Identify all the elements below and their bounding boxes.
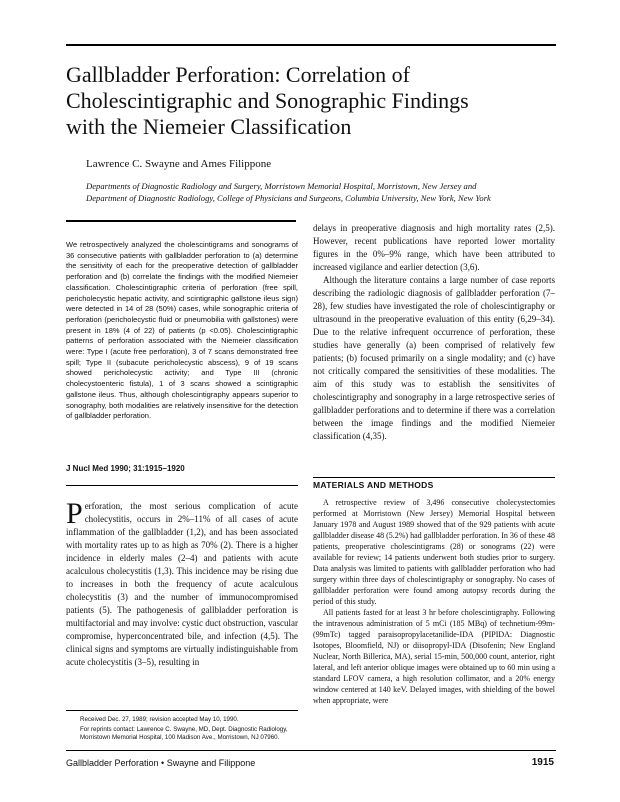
footnote	[80, 716, 298, 744]
page-number: 1915	[531, 757, 554, 768]
title-line-3: with the Niemeier Classification	[66, 114, 352, 139]
journal-citation: J Nucl Med 1990; 31:1915–1920	[66, 464, 185, 473]
title-line-2: Cholescintigraphic and Sonographic Findings	[66, 88, 469, 113]
methods-heading: MATERIALS AND METHODS	[313, 480, 434, 490]
methods-rule	[313, 477, 555, 478]
right-column-intro	[313, 222, 555, 443]
literature-paragraph: Although the literature contains a large number of case reports describing the radiologic diagnosis of gallbladder perforation (7–28), few studies have investigated the role of cholescintigraphy or ultrasound in the preoperative evaluation of this entity (6,29–34). Due to the relative infrequent occurrence of perforation, these studies have generally (a) been comprised of relatively few patients; (b) focused primarily on a single modality; and (c) have not critically compared the sensitivities of these modalities. The aim of this study was to establish the sensitivites of cholescintigraphy and sonography in a large retrospective series of gallbladder perforations and to determine if there was a correlation between the image findings and the modified Niemeier classification (4,35).	[313, 275, 555, 441]
reprints-note: For reprints contact: Lawrence C. Swayne, MD, Dept. Diagnostic Radiology, Morristown Memorial Hospital, 100 Madison Ave., Morristown, NJ 07960.	[80, 726, 288, 741]
abstract-bottom-rule	[66, 485, 298, 486]
affiliations	[86, 180, 566, 204]
intro-continued-paragraph: delays in preoperative diagnosis and high mortality rates (2,5). However, recent publications have reported lower mortality figures in the 0%–9% range, which have been attributed to increased vigilance and earlier detection (3,6).	[313, 223, 555, 272]
abstract-top-rule	[66, 220, 296, 222]
methods-paragraph-1: A retrospective review of 3,496 consecutive cholecystectomies performed at Morristown (New Jersey) Memorial Hospital between January 1978 and August 1989 showed that of the 929 patients with acute gallbladder disease 48 (5.2%) had gallbladder perforation. In 36 of these 48 patients, preoperative cholescintigrams (28) or sonograms (22) were available for review; 14 patients underwent both studies prior to surgery. Data analysis was limited to patients with gallbladder perforation who had surgery within three days of cholescintigraphy or sonography. No cases of gallbladder perforation were found among autopsy records during the period of this study.	[313, 498, 555, 606]
footer-rule	[66, 750, 556, 751]
affiliation-line-2: Department of Diagnostic Radiology, College of Physicians and Surgeons, Columbia University, New York, New York	[86, 193, 491, 203]
author-list: Lawrence C. Swayne and Ames Filippone	[86, 158, 272, 170]
introduction-paragraph	[66, 497, 298, 669]
received-note: Received Dec. 27, 1989; revision accepted May 10, 1990.	[80, 716, 239, 723]
affiliation-line-1: Departments of Diagnostic Radiology and Surgery, Morristown Memorial Hospital, Morristown, New Jersey and	[86, 181, 477, 191]
footnote-rule	[66, 710, 298, 711]
methods-paragraph-2: All patients fasted for at least 3 hr before cholescintigraphy. Following the intravenous administration of 5 mCi (185 MBq) of technetium-99m- (99mTc) tagged paraisopropylacetanilide-IDA (PIPIDA: Diagnostic Isotopes, Bloomfield, NJ) or diisopropyl-IDA (Disofenin; New England Nuclear, North Billerica, MA), serial 15-min, 500,000 count, anterior, right lateral, and left anterior oblique images were obtained up to 60 min using a standard LFOV camera, a high resolution collimator, and a 20% energy window centered at 140 keV. Delayed images, with shielding of the bowel when appropriate, were	[313, 608, 555, 705]
article-title	[66, 62, 566, 140]
abstract: We retrospectively analyzed the cholescintigrams and sonograms of 36 consecutive patients with gallbladder perforation to (a) determine the sensitivity of each for the preoperative detection of gallbladder perforation and (b) correlate the findings with the modified Niemeier classification. Cholescintigraphic criteria of perforation (free spill, pericholecystic hepatic activity, and scintigraphic gallstone ileus sign) were detected in 14 of 28 (50%) cases, while sonographic criteria of perforation (pericholecystic fluid or pneumobilia with gallstones) were present in 18% (4 of 22) of patients (p <0.05). Cholescintigraphic patterns of perforation associated with the Niemeier classification were: Type I (acute free perforation), 3 of 7 scans demonstrated free spill; Type II (subacute pericholecystic abscess), 9 of 19 scans showed pericholecystic activity; and Type III (chronic cholecystoenteric fistula), 1 of 3 scans showed a scintigraphic gallstone ileus. Thus, although cholescintigraphy appears superior to sonography, both modalities are relatively insensitive for the detection of gallbladder perforation.	[66, 240, 298, 421]
methods-section	[313, 497, 555, 706]
introduction-text: erforation, the most serious complication of acute cholecystitis, occurs in 2%–11% of all cases of acute inflammation of the gallbladder (1,2), and has been associated with mortality rates up to as high as 70% (2). There is a higher incidence in elderly males (2–4) and patients with acute acalculous cholecystitis (1,3). This incidence may be rising due to increases in both the frequency of acute acalculous cholecystitis (3) and the number of immunocompromised patients (5). The pathogenesis of gallbladder perforation is multifactorial and may involve: cystic duct obstruction, vascular compromise, hyperconcentrated bile, and infection (4,5). The clinical signs and symptoms are virtually indistinguishable from acute cholecystitis (3–5), resulting in	[66, 501, 298, 667]
drop-cap: P	[66, 497, 83, 530]
title-line-1: Gallbladder Perforation: Correlation of	[66, 62, 410, 87]
running-title: Gallbladder Perforation • Swayne and Filippone	[66, 758, 256, 768]
top-rule	[66, 44, 556, 46]
